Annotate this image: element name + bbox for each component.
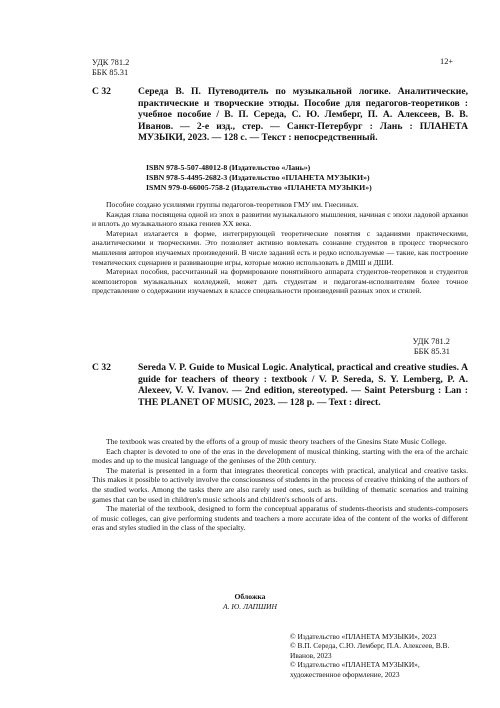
en-abstract (92, 437, 468, 533)
udk-code: УДК 781.2 (92, 58, 130, 67)
en-abstract-paragraph: The material is presented in a form that integrates theoretical concepts with practical, analytical and creative tasks. This makes it possible to actively involve the consciousness of students in the process of creative thinking of the authors of the studied works. Among the tasks there are also rarely used ones, such as building of thematic scenarios and training games that can be used in children's music schools and children's schools of arts. (92, 465, 468, 504)
bbk-code: ББК 85.31 (413, 347, 450, 357)
ru-bibliographic-record: Середа В. П. Путеводитель по музыкальной логике. Аналитические, практические и творческие этюды. Пособие для педагогов-теоретиков : учебное пособие / В. П. Середа, С. Ю. Лемберг, П. А. Алексеев, В. В. Иванов. — 2-е изд., стер. — Санкт-Петербург : Лань : ПЛАНЕТА МУЗЫКИ, 2023. — 128 с. — Текст : непосредственный. (138, 86, 468, 144)
copyright-line: © В.П. Середа, С.Ю. Лемберг, П.А. Алексеев, В.В. Иванов, 2023 (290, 641, 450, 660)
copyright-line: © Издательство «ПЛАНЕТА МУЗЫКИ», художественное оформление, 2023 (290, 660, 420, 679)
ru-abstract-paragraph: Каждая глава посвящена одной из эпох в развитии музыкального мышления, начиная с эпохи ладовой архаики и вплоть до музыкального языка гениев XX века. (92, 209, 468, 229)
copyright-line: © Издательство «ПЛАНЕТА МУЗЫКИ», 2023 (290, 632, 437, 641)
udk-bbk-en (330, 337, 450, 357)
age-rating: 12+ (440, 57, 454, 66)
en-abstract-paragraph: Each chapter is devoted to one of the eras in the development of musical thinking, starting with the era of the archaic modes and up to the musical language of the geniuses of the 20th century. (92, 446, 468, 466)
isbn-line: ISBN 978-5-507-48012-8 (Издательство «Лань») (146, 163, 311, 172)
en-bibliographic-record: Sereda V. P. Guide to Musical Logic. Analytical, practical and creative studies. A guide for teachers of theory : textbook / V. P. Sereda, S. Y. Lemberg, P. A. Alexeev, V. V. Ivanov. — 2nd edition, stereotyped. — Saint Petersburg : Lan : THE PLANET OF MUSIC, 2023. — 128 p. — Text : direct. (138, 362, 468, 408)
copyright-block (290, 632, 468, 679)
en-abstract-paragraph: The textbook was created by the efforts of a group of music theory teachers of the Gnesins State Music College. (106, 437, 447, 446)
en-classification-code: С 32 (92, 362, 111, 373)
ru-abstract-paragraph: Материал пособия, рассчитанный на формирование понятийного аппарата студентов-теоретиков и студентов композиторов музыкальных колледжей, может дать студентам и педагогам-исполнителям более точное представление о содержании изучаемых в классе специальности произведений разных эпох и стилей. (92, 267, 468, 296)
ismn-line: ISMN 979-0-66005-758-2 (Издательство «ПЛАНЕТА МУЗЫКИ») (146, 183, 372, 193)
udk-code: УДК 781.2 (412, 337, 450, 346)
bbk-code: ББК 85.31 (92, 68, 129, 78)
ru-classification-code: С 32 (92, 86, 111, 97)
udk-bbk-top (92, 58, 212, 78)
ru-abstract-paragraph: Материал излагается в форме, интегрирующей теоретические понятия с заданиями практическими, аналитическими и творческими. Это позволяет активно вовлекать сознание студентов в процесс творческого мышления авторов изучаемых произведений. В числе заданий есть и редко используемые — такие, как построение тематических сценариев и развивающие игры, которые можно использовать в ДМШ и ДШИ. (92, 228, 468, 267)
cover-credit (180, 592, 320, 611)
isbn-block (146, 163, 466, 194)
ru-abstract-paragraph: Пособие создано усилиями группы педагогов-теоретиков ГМУ им. Гнесиных. (106, 200, 359, 209)
cover-label: Обложка (234, 592, 266, 601)
isbn-line: ISBN 978-5-4495-2682-3 (Издательство «ПЛАНЕТА МУЗЫКИ») (146, 173, 370, 183)
en-abstract-paragraph: The material of the textbook, designed to form the conceptual apparatus of students-theorists and students-composers of music colleges, can give performing students and teachers a more accurate idea of the content of the works of different eras and styles studied in the class of the specialty. (92, 504, 468, 533)
cover-designer: А. Ю. ЛАПШИН (222, 601, 278, 611)
ru-abstract (92, 200, 468, 296)
